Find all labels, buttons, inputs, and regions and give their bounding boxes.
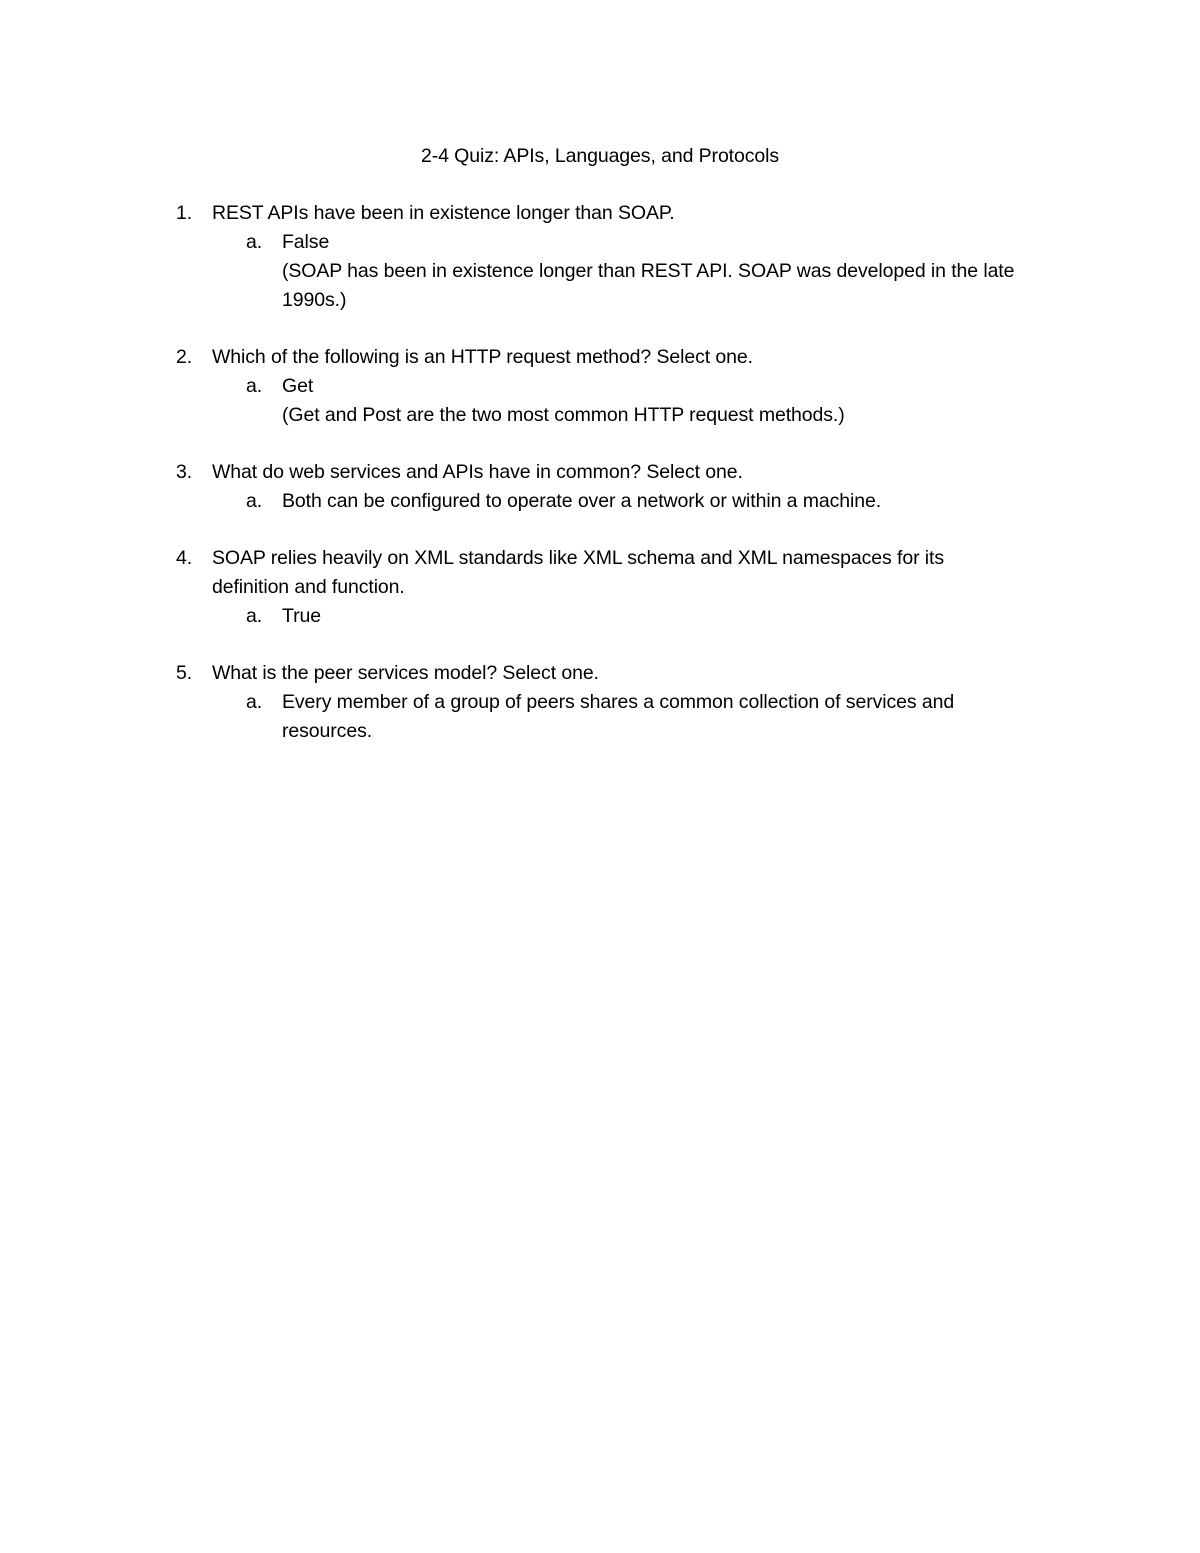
- answer-text: True: [282, 605, 321, 627]
- answer-text: Both can be configured to operate over a network or within a machine.: [282, 490, 882, 512]
- answer-letter: a.: [246, 375, 263, 397]
- question-5: [176, 659, 1036, 746]
- answer-explanation: (SOAP has been in existence longer than REST API. SOAP was developed in the late 1990s.): [282, 260, 1015, 311]
- question-1: [176, 199, 1036, 315]
- answer-text: False: [282, 231, 330, 253]
- question-number: 2.: [176, 346, 193, 368]
- question-text: What is the peer services model? Select one.: [212, 662, 599, 684]
- question-number: 3.: [176, 461, 193, 483]
- answer-text: Every member of a group of peers shares a common collection of services and resources.: [282, 691, 955, 742]
- question-text: REST APIs have been in existence longer than SOAP.: [212, 202, 675, 224]
- question-2: [176, 343, 1036, 430]
- question-number: 1.: [176, 202, 193, 224]
- answer-explanation: (Get and Post are the two most common HTTP request methods.): [282, 404, 845, 426]
- question-3: [176, 458, 1036, 516]
- question-text: Which of the following is an HTTP request method? Select one.: [212, 346, 753, 368]
- answer-text: Get: [282, 375, 314, 397]
- document-title: 2-4 Quiz: APIs, Languages, and Protocols: [420, 145, 780, 167]
- answer-item: [246, 602, 1016, 631]
- question-text: SOAP relies heavily on XML standards like XML schema and XML namespaces for its definition and function.: [212, 547, 944, 598]
- answer-item: [246, 688, 1036, 746]
- question-4: [176, 544, 1016, 631]
- answer-letter: a.: [246, 490, 263, 512]
- answer-letter: a.: [246, 691, 263, 713]
- question-number: 5.: [176, 662, 193, 684]
- answer-item: [246, 487, 1036, 516]
- question-number: 4.: [176, 547, 193, 569]
- answer-letter: a.: [246, 605, 263, 627]
- answer-item: [246, 228, 1036, 315]
- question-text: What do web services and APIs have in common? Select one.: [212, 461, 743, 483]
- answer-letter: a.: [246, 231, 263, 253]
- answer-item: [246, 372, 1036, 430]
